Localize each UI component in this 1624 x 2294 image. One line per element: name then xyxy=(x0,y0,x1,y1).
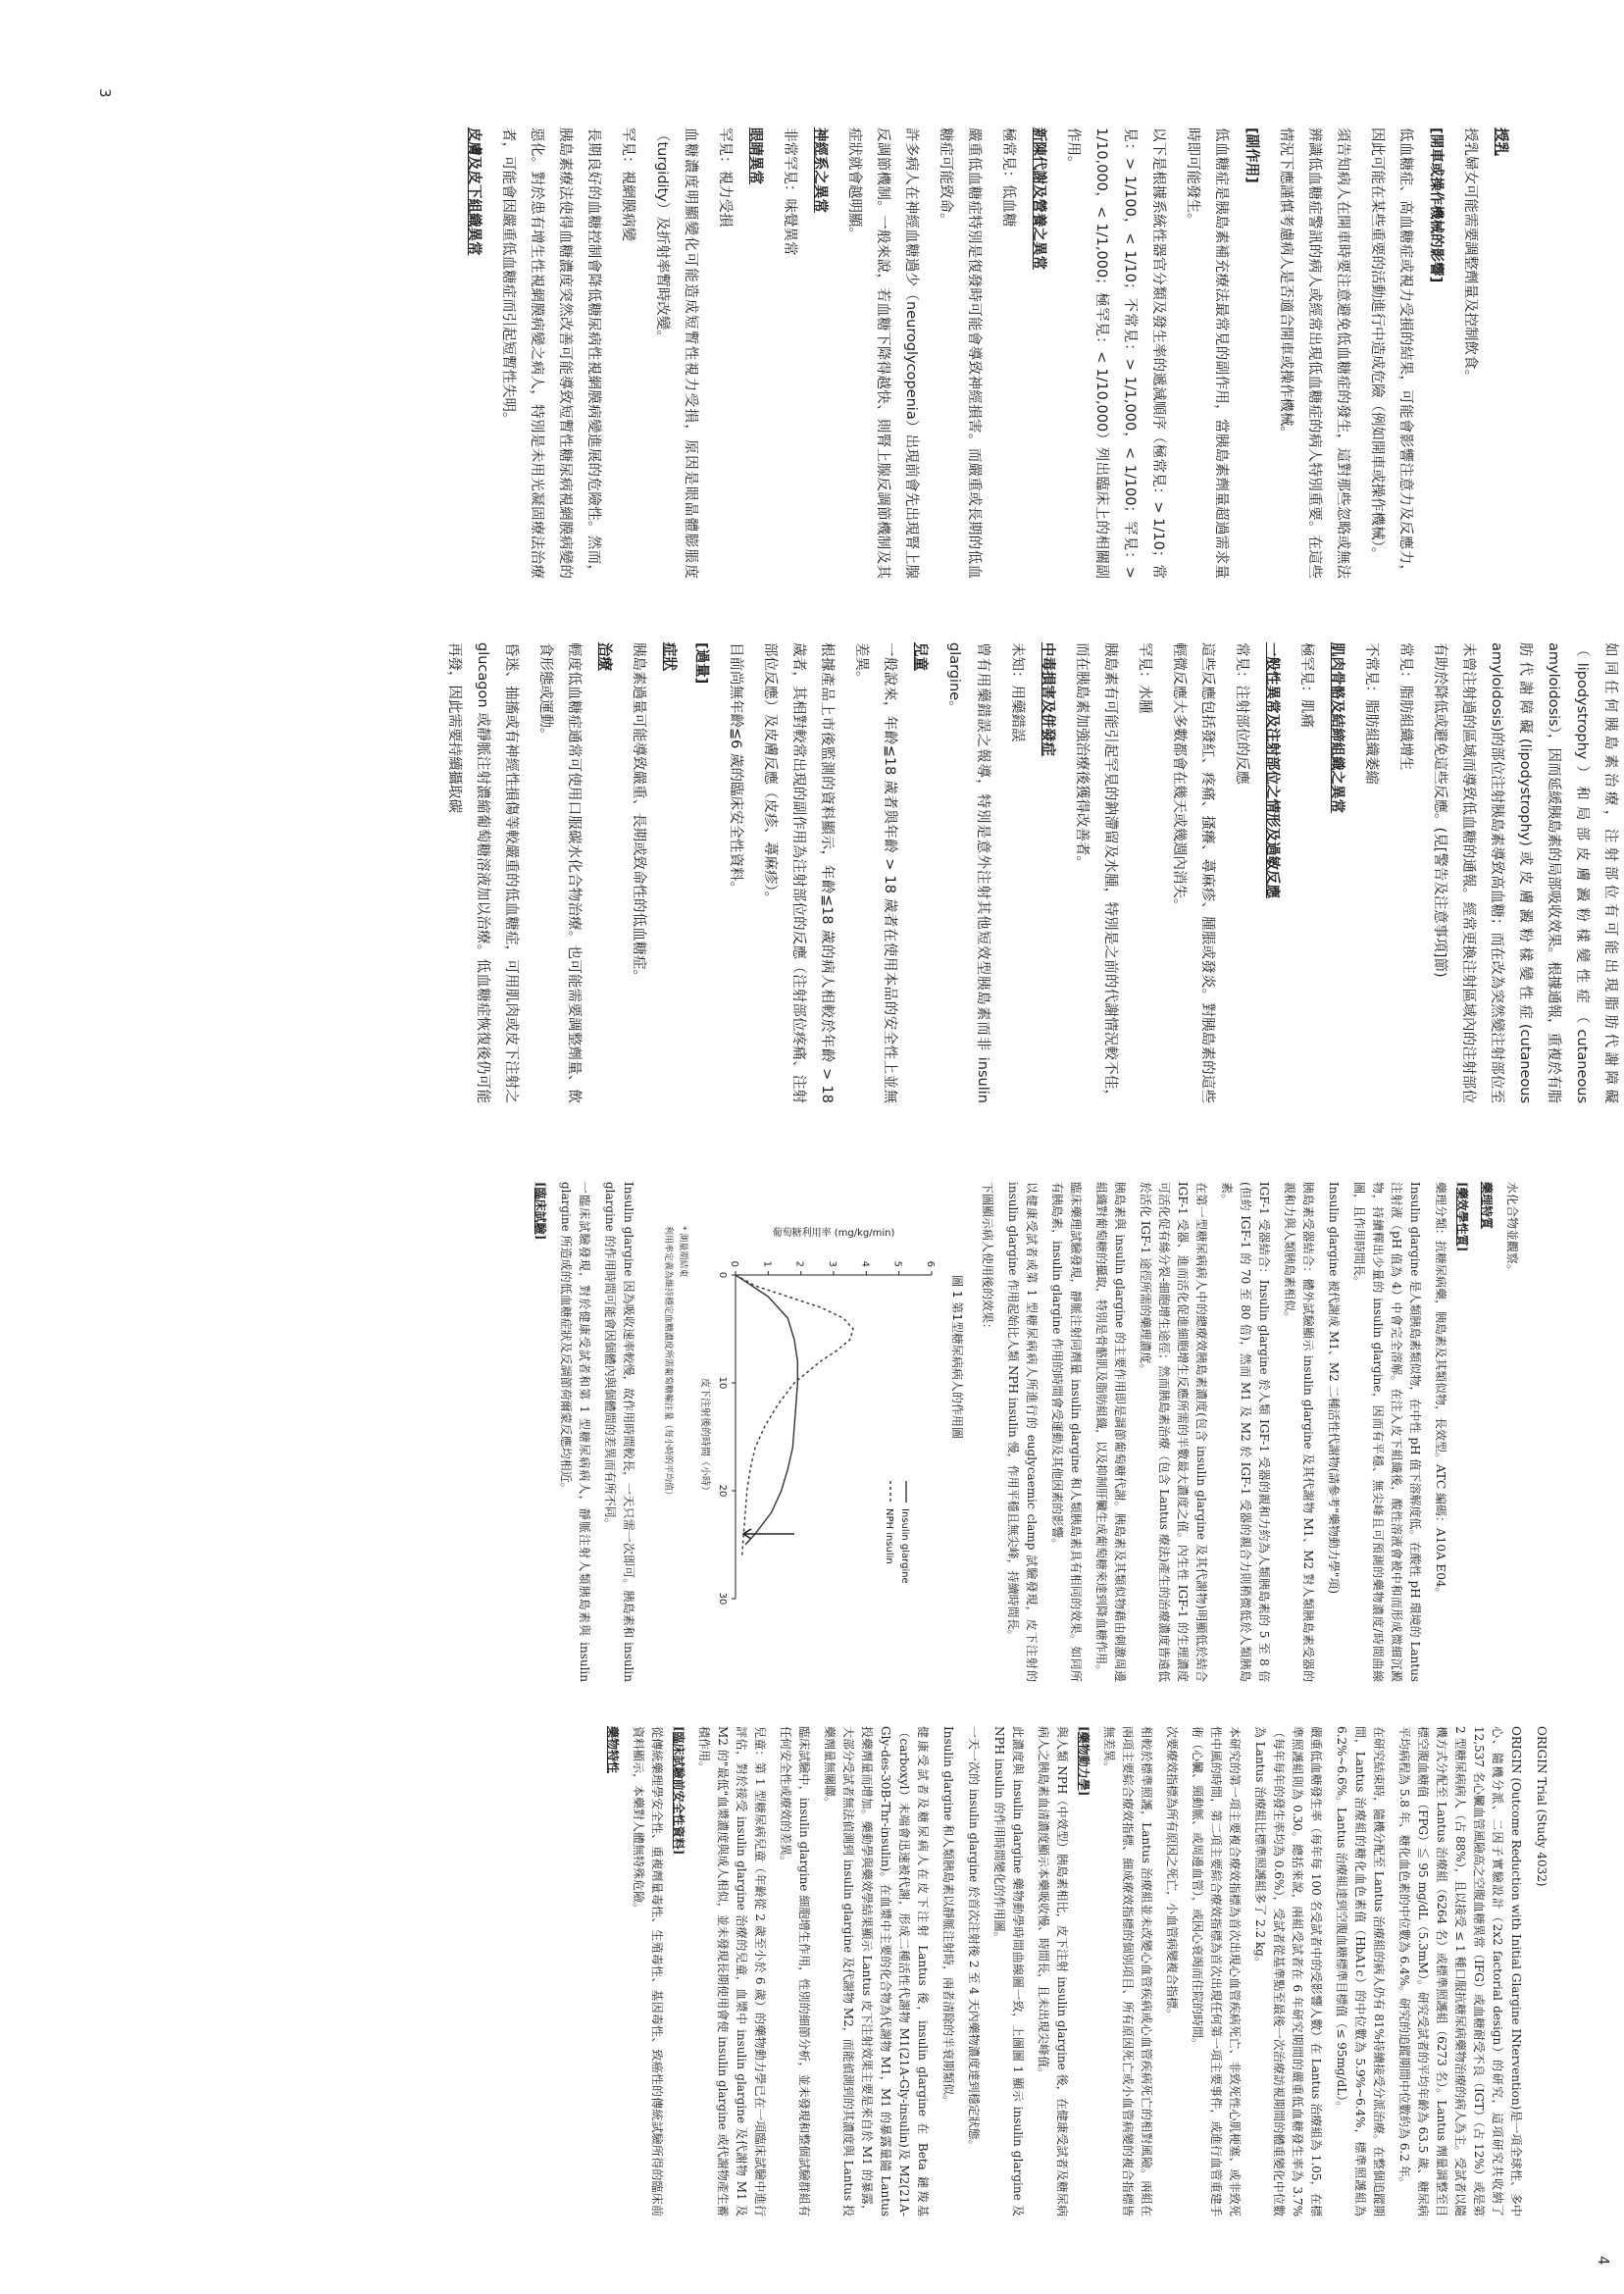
section-heading: 藥物特性 xyxy=(606,1726,620,1774)
page-number-3: 3 xyxy=(96,88,114,98)
section-heading: 神經系之異常 xyxy=(812,127,828,213)
y-tick-label: 2 xyxy=(793,1260,805,1267)
end-of-observation-arrow-icon xyxy=(743,1529,794,1539)
x-tick-label: 30 xyxy=(717,1592,728,1606)
paragraph: 藥理分類：抗糖尿病藥，胰島素及其類似物，長效型。ATC 編碼：A10A E04。 xyxy=(1434,1182,1447,1600)
paragraph: 從傳統藥理學安全性、重複劑量毒性、生殖毒性、基因毒性、致癌性的傳統試驗所得的臨床前資料顯示，本藥對人體無特殊危險。 xyxy=(632,1726,664,2217)
paragraph: 非常罕見：味覺異常 xyxy=(782,127,797,256)
activity-profile-chart xyxy=(647,1182,971,1672)
paragraph: 臨床藥理試驗發現，靜脈注射同劑量 insulin glargine 和人類胰島素具有相同的效果。如同所有胰島素，insulin glargine 作用的時間會受運動及其他因素的影響。 xyxy=(1050,1182,1083,1682)
x-axis-label: 皮下注射後的時間（小時） xyxy=(699,1378,710,1496)
section-heading: 皮膚及皮下組織異常 xyxy=(466,127,482,256)
paragraph: Insulin glargine 和人類胰島素以靜脈注射時，兩者清除的半衰期類似。 xyxy=(941,1726,955,2108)
paragraph: IGF-1 受器結合：Insulin glargine 於人類 IGF-1 受器的親和力約為人類胰島素的 5 至 8 倍(但約 IGF-1 的 70 至 80 倍)，然而 M1 及 M2 於 IGF-1 受器的親合力則稍微低於人類胰島素。 xyxy=(1220,1182,1271,1682)
paragraph: 罕見：水腫 xyxy=(1137,642,1152,714)
x-tick-label: 0 xyxy=(717,1271,728,1279)
paragraph: 極常見：低血糖 xyxy=(1000,127,1016,228)
paragraph: 常見：注射部位的反應 xyxy=(1234,642,1249,785)
paragraph: 相較於標準照護，Lantus 治療組並未改變心血管疾病或心血管疾病死亡的相對風險。兩組在兩項主要綜合療效指標、細成療效指標的個別項目、所有原因死亡或小血管病變的複合指標皆無差異。 xyxy=(1102,1726,1153,2217)
page-3-column-1 xyxy=(457,127,1518,579)
paragraph: 此濃度與 insulin glargine 藥物動學時間曲線圖一致，上圖圖 1 顯示 insulin glargine 及 NPH insulin 的作用時間變化的作用圖。 xyxy=(992,1726,1025,2217)
section-heading: 授乳 xyxy=(1493,127,1508,156)
paragraph: 以下是根據系統性器官分類及發生率的遞減順序（極常見：> 1/10；常見：> 1/100，< 1/10；不常見：> 1/1,000，< 1/100；罕見：> 1/10,000，< 1/1,000；極罕見：< 1/10,000）列出臨床上的相關副作用。 xyxy=(1065,127,1166,579)
paragraph: ORIGIN (Outcome Reduction with Initial Glargine INtervention)是一項全球性、多中心、隨機分派、二因子實驗設計（2x2 factorial design）的研究，這項研究共收納了 12,537 名心臟血管風險高之空腹血糖異常（IFG）或血糖耐受不良（IGT）（占 12%）或是第 2 型糖尿病病人（占 88%），且以接受 ≤ 1 種口服抗糖尿病藥物治療的病人為主。受試者以隨機方式分配至 Lantus 治療組（6264 名）或標準照護組（6273 名）。Lantus 劑量調整至目標空腹血糖值（FPG）≦ 95 mg/dL（5.3mM）。研究受試者的平均年齡為 63.5 歲、糖尿病平均病程為 5.8 年、糖化血色素的中位數為 6.4%。研究的追蹤期間中位數約為 6.2 年。 xyxy=(1397,1726,1523,2217)
figure-title: 圖 1 第1型糖尿病病人的作用圖 xyxy=(950,1275,964,1439)
paragraph: 血糖濃度明顯變化可能造成短暫性視力受損，原因是眼晶體膨脹度（turgidity）及折射率暫時改變。 xyxy=(654,127,698,579)
paragraph: 這些反應包括發紅、疼痛、搔癢、蕁麻疹、腫脹或發炎。對胰島素的這些輕微反應大多數都會在幾天或幾週內消失。 xyxy=(1171,642,1215,1103)
paragraph: 曾有用藥錯誤之報導，特別是意外注射其他短效型胰島素而非 insulin glargine。 xyxy=(946,642,990,1103)
y-tick-label: 0 xyxy=(729,1260,739,1267)
paragraph: 與人類 NPH（中效型）胰島素相比，皮下注射 insulin glargine 後，在健康受試者及糖尿病病人之胰島素血清濃度顯示本藥吸收慢、時間長，且未出現尖峰值。 xyxy=(1037,1726,1069,2217)
paragraph: 常見：脂肪組織增生 xyxy=(1397,642,1413,771)
series-line-insulin-glargine xyxy=(736,1275,797,1545)
y-tick-label: 3 xyxy=(827,1260,837,1267)
paragraph: 在第一型糖尿病病人中的總療效胰島素濃度(包含 insulin glargine 及其代謝物)明顯低於結合 IGF-1 受器、進而活化促進細胞增生反應所需的半數最大濃度之值。內生性 IGF-1 的生理濃度可活化促有絲分裂-細胞增生途徑；然而胰島素治療（包含 Lantus 療法)產生的治療濃度皆遠低於活化 IGF-1 途徑所需的藥理濃度。 xyxy=(1139,1182,1208,1682)
paragraph: 水化合物並觀察。 xyxy=(1505,1182,1519,1277)
y-tick-label: 6 xyxy=(925,1260,936,1267)
y-axis-label: 葡萄糖利用率 (mg/kg/min) xyxy=(772,1228,895,1239)
paragraph: 嚴重低血糖發生率（每年每 100 名受試者中的受影響人數）在 Lantus 治療組為 1.05，在標準照護組則為 0.30。總括來說，兩組受試者在 6 年研究期間的嚴重低血糖發生率為 3.7%（每年每年的發生率均為 0.6%），受試者從基準點至最後一次治療訪視期間的體重變化中位數為 Lantus 治療組比標準照護組多了 2.2 kg。 xyxy=(1253,1726,1323,2217)
paragraph: 罕見：視力受損 xyxy=(717,127,733,228)
paragraph: 許多病人在神經血糖過少（neuroglycopenia）出現前會先出現腎上腺反調節機制。一般來說，若血糖下降得越快、則腎上腺反調節機制及其症狀就會越明顯。 xyxy=(846,127,919,579)
page-4-column-1 xyxy=(528,1182,1521,1682)
paragraph: Insulin glargine 是人類胰島素類似物，在中性 pH 值下溶解度低。在酸性 pH 環境的 Lantus 注射液（pH 值為 4）中會完全溶解。在注入皮下組織後，酸性溶液會被中和而形成微細沉澱物，持續釋出少量的 insulin glargine，因而有平穩、無尖峰且可預測的藥物濃度/時間曲線圖，且作用時間長。 xyxy=(1352,1182,1422,1682)
section-heading: 新陳代謝及營養之異常 xyxy=(1031,127,1046,270)
section-heading: [藥物動力學] xyxy=(1077,1726,1091,1797)
paragraph: 臨床試驗中，insulin glargine 細胞增生作用，性別的細節分析，並未發現和整個試驗群組有任何安全性或療效的差異。 xyxy=(779,1726,811,2217)
y-tick-label: 4 xyxy=(859,1260,871,1267)
section-heading: [臨床試驗前安全性資料] xyxy=(672,1726,685,1856)
paragraph: 目前尚無年齡≦6 歲的臨床安全性資料。 xyxy=(728,642,743,895)
series-line-nph-insulin xyxy=(736,1275,853,1555)
paragraph: 低血糖症是胰島素補充療法最常見的副作用，當胰島素劑量超過需求量時即可能發生。 xyxy=(1185,127,1229,579)
x-tick-label: 10 xyxy=(717,1376,728,1390)
legend-label: Insulin glargine xyxy=(899,1508,910,1584)
paragraph: 一般說來，年齡≦18 歲者與年齡 > 18 歲者在使用本品的安全性上並無差異。 xyxy=(853,642,897,1103)
paragraph: 極罕見：肌痛 xyxy=(1298,642,1314,728)
y-tick-label: 5 xyxy=(891,1260,903,1267)
paragraph: 胰島素過量可能導致嚴重、長期或致命性的低血糖症。 xyxy=(631,642,646,984)
paragraph: 昏迷、抽搐或有神經性損傷等較嚴重的低血糖症，可用肌肉或皮下注射之 glucagon 或靜脈注射濃縮葡萄糖溶液加以治療。低血糖症恢復後仍可能再發，因此需要持續攝取碳 xyxy=(446,642,519,1103)
paragraph: 胰島素受器結合：體外試驗顯示 insulin glargine 及其代謝物 M1、M2 對人類胰島素受器的親和力與人類胰島素相似。 xyxy=(1283,1182,1315,1682)
paragraph: 須告知病人在開車時要注意避免低血糖症的發生，這對那些忽略或無法辨識低血糖症警訊的病人或經常出現低血糖症的病人特別重要。在這些情況下應謹慎考慮病人是否適合開車或操作機械。 xyxy=(1278,127,1350,579)
page-number-4: 4 xyxy=(1595,2256,1612,2266)
section-heading: 藥理特質 xyxy=(1480,1182,1494,1230)
paragraph: 長期良好的血糖控制會降低糖尿病性視網膜病變進展的危險性。然而，胰島素療法使得血糖濃度突然改善可能導致短暫性糖尿病視網膜病變的惡化。對於患有增生性視網膜病變之病人，特別是未用光凝固療法治療者，可能會因嚴重低血糖症而引起短暫性失明。 xyxy=(500,127,601,579)
paragraph: 未知：用藥錯誤 xyxy=(1009,642,1025,742)
section-heading: [開車或操作機械的影響] xyxy=(1428,127,1444,283)
paragraph: 根據產品上市後監測的資料顯示，年齡≦18 歲的病人相較於年齡 > 18 歲者，其相對較常出現的副作用為注射部位的反應（注射部位疼痛、注射部位反應）及皮膚反應（皮疹、蕁麻疹）。 xyxy=(762,642,835,1103)
page-3 xyxy=(0,127,1624,1118)
paragraph: 低血糖症、高血糖症或視力受損的結果，可能會影響注意力及反應力，因此可能在某些重要的活動進行中造成危險（例如開車或操作機械）。 xyxy=(1369,127,1413,579)
paragraph: 如同任何胰島素治療，注射部位有可能出現脂肪代謝障礙（lipodystrophy）和局部皮膚澱粉樣變性症（cutaneous amyloidosis），因而延緩胰島素的局部吸收效果。根據通報，重複於有脂肪代謝障礙(lipodystrophy)或皮膚澱粉樣變性症(cutaneous amyloidosis)的部位注射胰島素導致高血糖；而在改為突然變注射部位至未曾注射過的區域而導致低血糖的通報。經常更換注射區域內的注射部位有助於降低或避免這些反應。(見[警告及注意事項]節) xyxy=(1432,642,1618,1103)
section-heading: 一般性異常及注射部位之情形及過敏反應 xyxy=(1264,642,1280,898)
figure-note: * 測量期結束 xyxy=(678,1226,687,1278)
section-heading: [過量] xyxy=(693,642,709,685)
page-4-column-2 xyxy=(600,1726,1550,2217)
paragraph: 不常見：脂肪組織萎縮 xyxy=(1363,642,1379,785)
paragraph: 一天一次的 insulin glargine 於首次注射後 2 至 4 天內藥物濃度達到穩定狀態。 xyxy=(967,1726,981,2152)
section-heading: 兒童 xyxy=(912,642,928,671)
section-heading: [臨床試驗] xyxy=(533,1182,547,1241)
section-heading: 眼睛異常 xyxy=(747,127,763,184)
paragraph: 輕度低血糖症通常可使用口服碳水化合物治療。也可能需要調整劑量、飲食形態或運動。 xyxy=(537,642,582,1103)
paragraph: 一臨床試驗發現，對於健康受試者和第 1 型糖尿病病人，靜脈注射人類胰島素與 insulin glargine 所造成的低血糖症狀及反調節荷爾蒙反應均相近。 xyxy=(559,1182,591,1682)
paragraph: Insulin glargine 因為吸收速率較慢，故作用時間較長，一天只需一次即可。胰島素和 insulin glargine 的作用時間可能會因個體內與個體間的差異而有所不同。 xyxy=(603,1182,635,1682)
page-3-column-2 xyxy=(433,642,1624,1103)
section-heading: 治療 xyxy=(596,642,612,671)
section-heading: [藥效學性質] xyxy=(1455,1182,1469,1252)
section-heading: 症狀 xyxy=(661,642,677,671)
section-heading: [副作用] xyxy=(1243,127,1259,183)
x-tick-label: 20 xyxy=(717,1484,728,1498)
paragraph: 胰島素與 insulin glargine 的主要作用即是調節葡萄糖代謝。胰島素及其類似物藉由刺激周邊組織對葡萄糖的攝取，特別是骨骼肌及脂肪組織，以及抑制肝臟生成葡萄糖來達到降血糖作用。 xyxy=(1094,1182,1127,1682)
paragraph: 在研究結束時，隨機分配至 Lantus 治療組的病人仍有 81%持續接受分派治療。在整個追蹤期間，Lantus 治療組的糖化血色素值（HbA1c）的中位數為 5.9%~6.4%，標準照護組為 6.2%~6.6%。Lantus 治療組達到空腹血糖標準目標值（≤ 95mg/dL）。 xyxy=(1335,1726,1386,2217)
legend-label: NPH insulin xyxy=(884,1508,894,1564)
page-4 xyxy=(0,1182,1624,2221)
paragraph: 次要療效指標為所有原因之死亡，小血管病變複合指標。 xyxy=(1165,1726,1179,2021)
section-heading: 中毒損害及併發症 xyxy=(1040,642,1055,756)
paragraph: 以健康受試者或第 1 型糖尿病病人所進行的 euglycaemic clamp 試驗發現，皮下注射的 insulin glargine 作用起始比人類 NPH insulin 慢，作用平穩且無尖峰，持續時間長。 xyxy=(1006,1182,1039,1682)
paragraph: Insulin glargine 被代謝成 M1、M2 二種活性代謝物(請參考"藥物動力學"項) xyxy=(1327,1182,1341,1595)
figure-1 xyxy=(647,1182,971,1672)
paragraph: 兒童：第 1 型糖尿病兒童（年齡從 2 歲至小於 6 歲）的藥物動力學已在一項臨床試驗中進行評估，對於接受 insulin glargine 治療的兒童，血漿中 insulin glargine 及代謝物 M1 及 M2 的"最低"血漿濃度與成人相似，並未發現長期使用會使 insulin glargine 或代謝物產生蓄積作用。 xyxy=(697,1726,767,2217)
figure-note: 利用率定義為維持穩定血糖濃度所需葡萄糖輸注量（每小時的平均值） xyxy=(663,1226,673,1501)
paragraph: 胰島素有可能引起罕見的鈉滯留及水腫，特別是之前的代謝情況較不佳，而在胰島素加強治療後獲得改善者。 xyxy=(1074,642,1118,1103)
section-heading: 肌肉骨骼及結締組織之異常 xyxy=(1329,642,1345,813)
paragraph: 罕見：視網膜病變 xyxy=(620,127,635,241)
paragraph: 嚴重低血糖症特別是復發時可能會導致神經損害。而嚴重或長期的低血糖症可能致命。 xyxy=(938,127,982,579)
paragraph: ORIGIN Trial (Study 4032) xyxy=(1535,1726,1548,1887)
y-tick-label: 1 xyxy=(761,1260,773,1267)
paragraph: 健康受試者及糖尿病人在皮下注射 Lantus 後，insulin glargine 在 Beta 鏈羧基（carboxyl）末端會迅速被代謝，形成二種活性代謝物 M1(21A-Gly-insulin)及 M2(21A-Gly-des-30B-Thr-insulin)。在血漿中主要的化合物為代謝物 M1，M1 的暴露量隨 Lantus 投藥劑量而增加。藥動學與藥效學結果顯示 Lantus 皮下注射效果主要是來自於 M1 的暴露，大部分受試者無法偵測到 insulin glargine 及代謝物 M2，而能偵測到的其濃度與 Lantus 投藥劑量無關聯。 xyxy=(823,1726,930,2217)
paragraph: 本研究的第一項主要複合療效指標為首次出現心血管疾病死亡、非致死性心肌梗塞、或非致死性中風的時間，第二項主要綜合療效指標為首次出現任何第一項主要事件，或進行血管重建手術（心臟、頸動脈、或周邊血管），或因心衰竭而住院的時間。 xyxy=(1191,1726,1242,2217)
paragraph: 授乳婦女可能需要調整劑量及控制飲食。 xyxy=(1462,127,1478,383)
paragraph: 下圖顯示病人使用後的效果： xyxy=(981,1182,994,1336)
